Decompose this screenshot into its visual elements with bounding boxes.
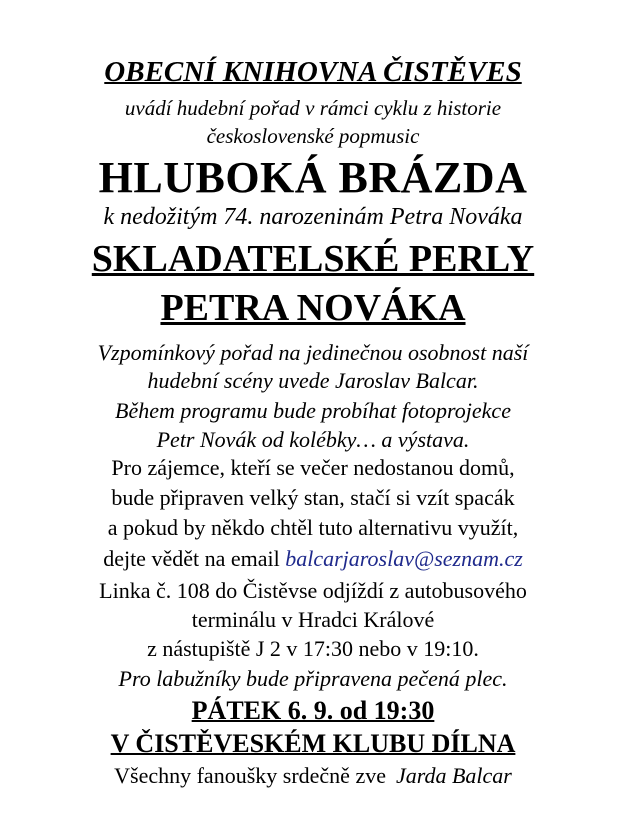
signature: Jarda Balcar	[395, 763, 512, 788]
dedication-line: k nedožitým 74. narozeninám Petra Nováka	[103, 204, 523, 230]
event-title: HLUBOKÁ BRÁZDA	[98, 153, 528, 202]
food-note: Pro labužníky bude připravena pečená plec.	[118, 666, 508, 691]
stay-info-line: Pro zájemce, kteří se večer nedostanou domů,	[111, 455, 515, 480]
description-line: hudební scény uvede Jaroslav Balcar.	[147, 368, 479, 393]
description-line: Během programu bude probíhat fotoprojekce	[115, 398, 511, 423]
intro-line-1: uvádí hudební pořad v rámci cyklu z historie	[124, 96, 502, 120]
organizer-heading: OBECNÍ KNIHOVNA ČISTĚVES	[104, 56, 522, 88]
event-date: PÁTEK 6. 9. od 19:30	[191, 696, 435, 725]
subtitle-line-1: SKLADATELSKÉ PERLY	[91, 238, 535, 280]
intro-line-2: československé popmusic	[206, 124, 420, 148]
description-line: Petr Novák od kolébky… a výstava.	[156, 427, 470, 452]
description-line: Vzpomínkový pořad na jedinečnou osobnost naší	[97, 340, 529, 365]
bus-info-line: z nástupiště J 2 v 17:30 nebo v 19:10.	[147, 636, 479, 661]
email-prefix: dejte vědět na email	[103, 546, 280, 571]
bus-info-line: terminálu v Hradci Králové	[191, 607, 435, 632]
event-venue: V ČISTĚVESKÉM KLUBU DÍLNA	[110, 729, 516, 758]
closing-line	[0, 763, 626, 789]
email-line	[0, 546, 626, 572]
email-link[interactable]: balcarjaroslav@seznam.cz	[285, 546, 523, 571]
bus-info-line: Linka č. 108 do Čistěvse odjíždí z autobusového	[99, 578, 527, 603]
closing-text: Všechny fanoušky srdečně zve	[114, 763, 386, 788]
stay-info-line: bude připraven velký stan, stačí si vzít spacák	[111, 485, 515, 510]
subtitle-line-2: PETRA NOVÁKA	[160, 287, 466, 329]
stay-info-line: a pokud by někdo chtěl tuto alternativu využít,	[107, 515, 519, 540]
